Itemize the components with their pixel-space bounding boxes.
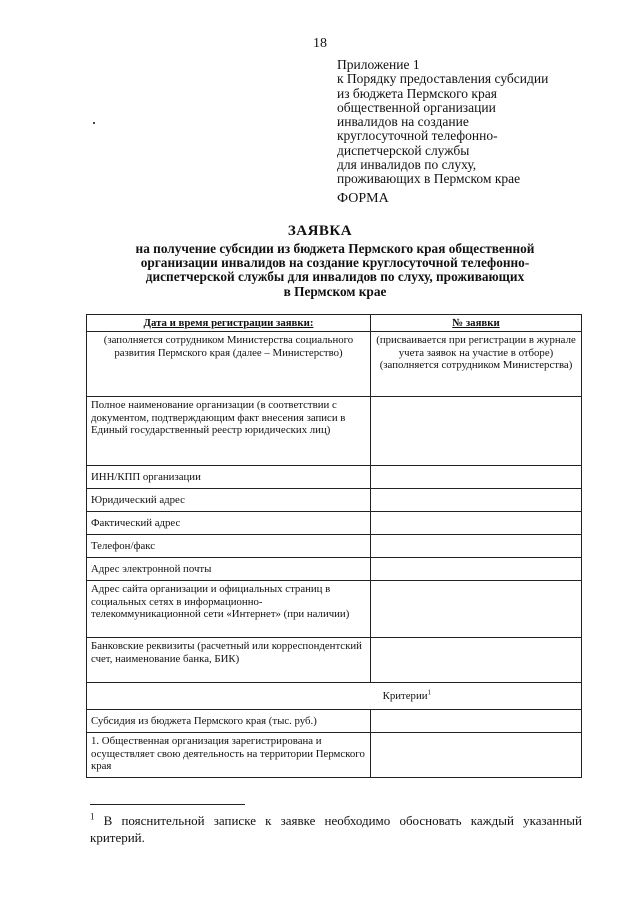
criteria-header-row — [87, 683, 582, 710]
subtitle-line: организации инвалидов на создание круглосуточной телефонно- — [140, 255, 530, 271]
appendix-line: проживающих в Пермском крае — [337, 171, 521, 187]
table-row — [87, 466, 582, 489]
application-number-label: № заявки — [452, 317, 500, 329]
phone-fax-label: Телефон/факс — [87, 535, 371, 558]
full-name-label: Полное наименование организации (в соответствии с документом, подтверждающим факт внесения записи в Единый государственный реестр юридических лиц) — [87, 397, 371, 466]
appendix-line: из бюджета Пермского края — [337, 85, 497, 101]
subsidy-label: Субсидия из бюджета Пермского края (тыс. руб.) — [87, 710, 371, 733]
website-label: Адрес сайта организации и официальных страниц в социальных сетях в информационно-телекоммуникационной сети «Интернет» (при наличии) — [87, 581, 371, 638]
page-number: 18 — [313, 36, 327, 51]
registration-datetime-label: Дата и время регистрации заявки: — [143, 317, 314, 329]
subtitle-line: в Пермском крае — [283, 283, 387, 299]
criterion-1-value[interactable] — [371, 733, 582, 778]
inn-kpp-label: ИНН/КПП организации — [87, 466, 371, 489]
footnote-text: В пояснительной записке к заявке необходимо обосновать каждый указанный критерий. — [90, 813, 582, 845]
bank-details-label: Банковские реквизиты (расчетный или корреспондентский счет, наименование банка, БИК) — [87, 638, 371, 683]
legal-address-value[interactable] — [371, 489, 582, 512]
footnote — [90, 812, 582, 846]
appendix-line: Приложение 1 — [337, 57, 420, 72]
table-row — [87, 535, 582, 558]
actual-address-value[interactable] — [371, 512, 582, 535]
appendix-line: общественной организации — [337, 99, 496, 115]
email-value[interactable] — [371, 558, 582, 581]
website-value[interactable] — [371, 581, 582, 638]
footnote-divider — [90, 804, 245, 805]
table-header-row — [87, 315, 582, 332]
table-row — [87, 581, 582, 638]
document-subtitle — [90, 242, 580, 299]
footnote-mark: 1 — [90, 811, 95, 822]
table-row — [87, 558, 582, 581]
registration-datetime-cell — [87, 315, 371, 332]
appendix-line: к Порядку предоставления субсидии — [337, 71, 549, 87]
appendix-line: для инвалидов по слуху, — [337, 157, 477, 173]
criteria-label: Критерии — [382, 690, 428, 703]
appendix-line: круглосуточной телефонно- — [337, 128, 498, 144]
appendix-line: инвалидов на создание — [337, 114, 469, 130]
table-row — [87, 489, 582, 512]
bank-details-value[interactable] — [371, 638, 582, 683]
table-row — [87, 638, 582, 683]
appendix-line: диспетчерской службы — [337, 142, 470, 158]
registration-note: (заполняется сотрудником Министерства социального развития Пермского края (далее – Министерство) — [87, 332, 371, 397]
document-title: ЗАЯВКА — [287, 223, 353, 239]
email-label: Адрес электронной почты — [87, 558, 371, 581]
table-note-row — [87, 332, 582, 397]
scan-speck — [93, 122, 95, 124]
actual-address-label: Фактический адрес — [87, 512, 371, 535]
table-row — [87, 512, 582, 535]
application-number-cell — [371, 315, 582, 332]
subtitle-line: диспетчерской службы для инвалидов по слуху, проживающих — [145, 269, 525, 285]
full-name-value[interactable] — [371, 397, 582, 466]
inn-kpp-value[interactable] — [371, 466, 582, 489]
criterion-1-label: 1. Общественная организация зарегистрирована и осуществляет свою деятельность на территории Пермского края — [87, 733, 371, 778]
legal-address-label: Юридический адрес — [87, 489, 371, 512]
subtitle-line: на получение субсидии из бюджета Пермского края общественной — [135, 241, 535, 256]
table-row — [87, 397, 582, 466]
application-number-note: (присваивается при регистрации в журнале учета заявок на участие в отборе) (заполняется сотрудником Министерства) — [371, 332, 582, 397]
criteria-footnote-mark: 1 — [427, 688, 431, 697]
phone-fax-value[interactable] — [371, 535, 582, 558]
table-row — [87, 710, 582, 733]
appendix-block — [337, 58, 548, 187]
subsidy-value[interactable] — [371, 710, 582, 733]
table-row — [87, 733, 582, 778]
criteria-header — [87, 683, 582, 710]
form-label: ФОРМА — [337, 191, 389, 206]
application-form-table — [86, 314, 582, 778]
